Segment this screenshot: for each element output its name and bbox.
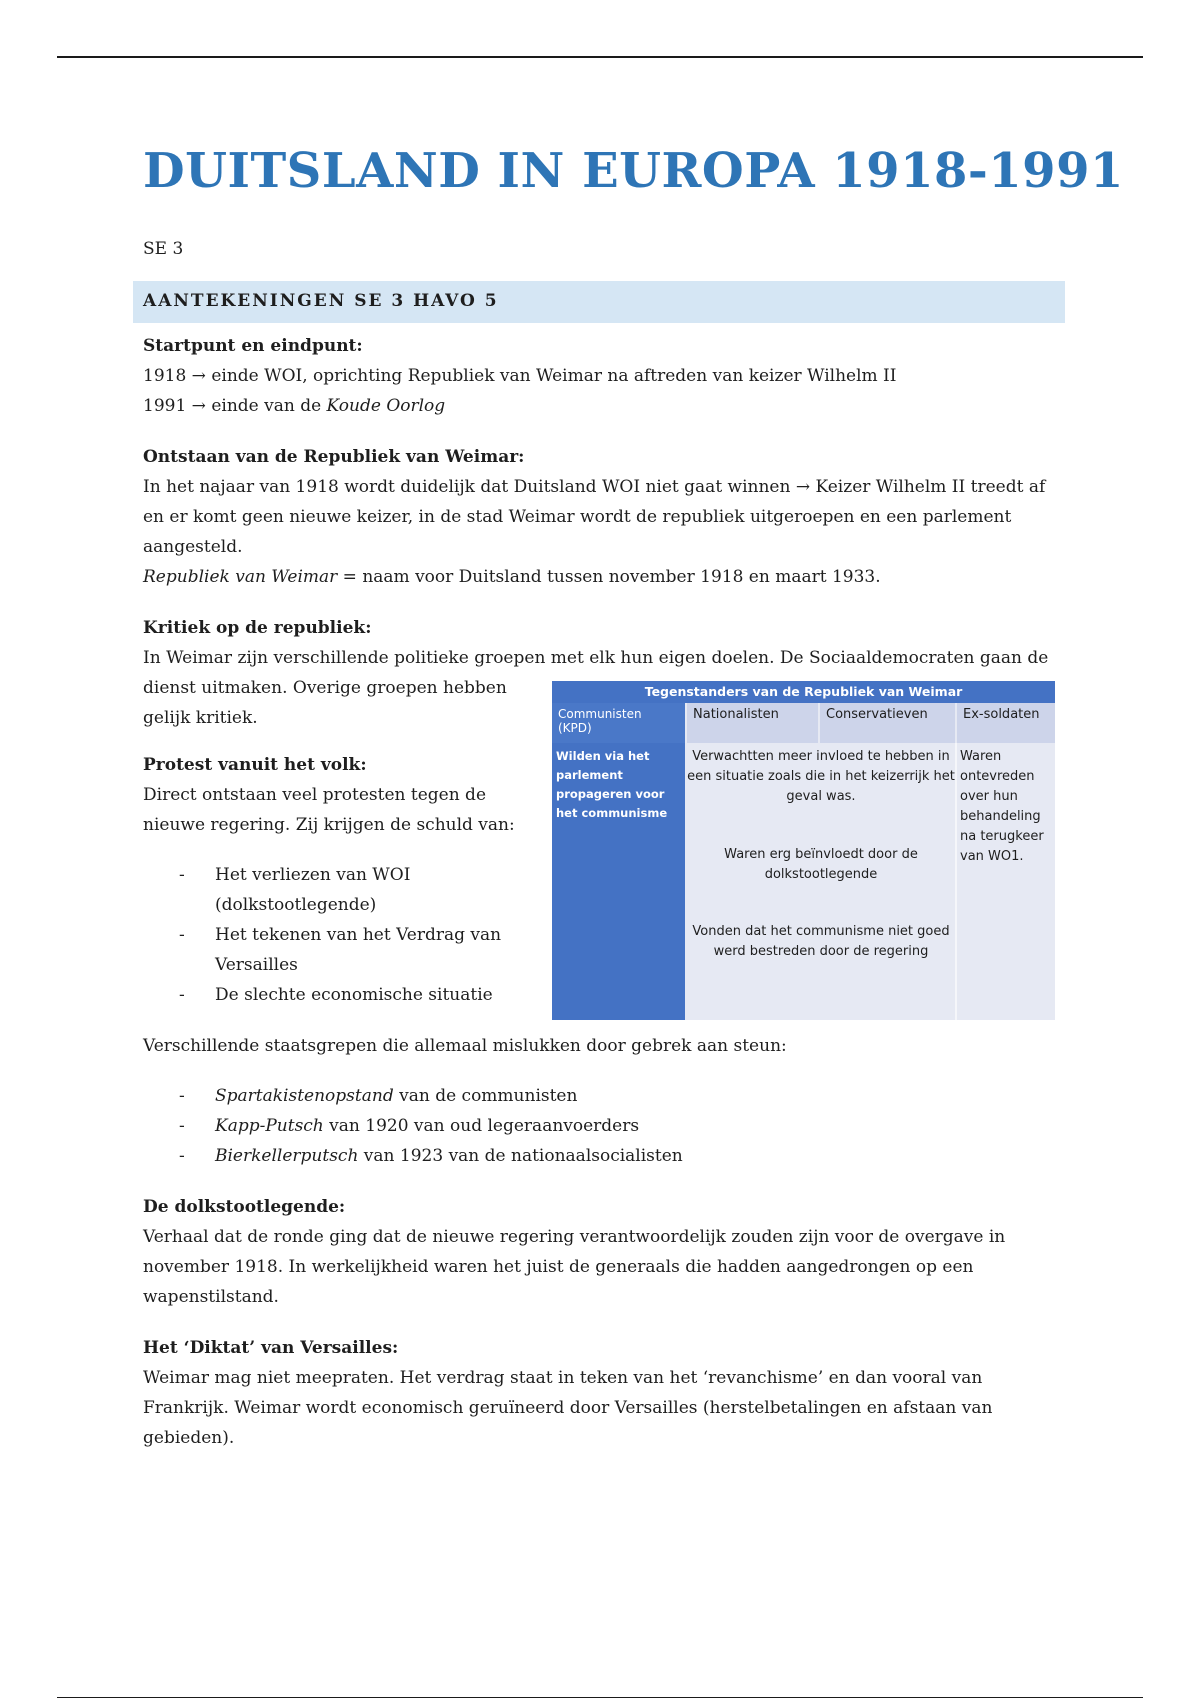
list-item: - Kapp-Putsch van 1920 van oud legeraanvoerders (143, 1111, 1068, 1141)
list-item: - Het verliezen van WOI (143, 860, 543, 890)
diktat-paragraph: Weimar mag niet meepraten. Het verdrag staat in teken van het ‘revanchisme’ en dan vooral van Frankrijk. Weimar wordt economisch geruïneerd door Versailles (herstelbetalingen en afstaan van gebieden). (143, 1368, 993, 1448)
dolkstoot-paragraph: Verhaal dat de ronde ging dat de nieuwe regering verantwoordelijk zouden zijn voor de overgave in november 1918. In werkelijkheid waren het juist de generaals die hadden aangedrongen op een wapenstilstand. (143, 1227, 1006, 1307)
section-protest (143, 750, 543, 1010)
table-title: Tegenstanders van de Republiek van Weimar (552, 681, 1055, 703)
coup-list (143, 1081, 1068, 1171)
mid-cell-1: Verwachtten meer invloed te hebben in een situatie zoals die in het keizerrijk het geval was. (687, 749, 955, 804)
protest-line-2: nieuwe regering. Zij krijgen de schuld van: (143, 815, 515, 835)
header-ex-soldaten: Ex-soldaten (957, 703, 1055, 743)
mid-cell-3: Vonden dat het communisme niet goed werd bestreden door de regering (692, 924, 950, 959)
list-item-continued: Versailles (215, 955, 298, 975)
list-item: - De slechte economische situatie (143, 980, 543, 1010)
banner-text: AANTEKENINGEN SE 3 HAVO 5 (143, 291, 499, 311)
heading-protest: Protest vanuit het volk: (143, 755, 367, 775)
header-nationalisten: Nationalisten (687, 703, 818, 743)
column-divider (955, 743, 957, 1020)
header-conservatieven: Conservatieven (820, 703, 955, 743)
start-line-1: 1918 → einde WOI, oprichting Republiek van Weimar na aftreden van keizer Wilhelm II (143, 366, 897, 386)
kritiek-line-2: dienst uitmaken. Overige groepen hebben (143, 678, 507, 698)
ex-soldaten-cell: Waren ontevreden over hun behandeling na terugkeer van WO1. (960, 749, 1044, 864)
staatsgrepen-intro: Verschillende staatsgrepen die allemaal mislukken door gebrek aan steun: (143, 1036, 787, 1056)
section-ontstaan (143, 442, 1053, 592)
heading-start: Startpunt en eindpunt: (143, 336, 363, 356)
kritiek-line-3: gelijk kritiek. (143, 708, 258, 728)
list-item: - Het tekenen van het Verdrag van (143, 920, 543, 950)
list-item-continued: (dolkstootlegende) (215, 895, 377, 915)
section-diktat (143, 1333, 1023, 1453)
heading-dolkstoot: De dolkstootlegende: (143, 1197, 346, 1217)
heading-kritiek: Kritiek op de republiek: (143, 618, 372, 638)
mid-cell-2: Waren erg beïnvloedt door de dolkstootlegende (724, 847, 918, 882)
kritiek-line-1: In Weimar zijn verschillende politieke groepen met elk hun eigen doelen. De Sociaaldemocraten gaan de (143, 648, 1049, 668)
heading-diktat: Het ‘Diktat’ van Versailles: (143, 1338, 399, 1358)
top-rule (57, 56, 1143, 58)
start-line-2: 1991 → einde van de Koude Oorlog (143, 396, 446, 416)
list-item: - Spartakistenopstand van de communisten (143, 1081, 1068, 1111)
section-staatsgrepen (143, 1031, 1068, 1171)
opponents-table (552, 681, 1055, 1020)
heading-ontstaan: Ontstaan van de Republiek van Weimar: (143, 447, 525, 467)
ontstaan-paragraph: In het najaar van 1918 wordt duidelijk dat Duitsland WOI niet gaat winnen → Keizer Wilhelm II treedt af en er komt geen nieuwe keizer, in de stad Weimar wordt de republiek uitgeroepen en een parlement aangesteld. (143, 477, 1046, 557)
blame-list (143, 860, 543, 1010)
header-kpd: Communisten (KPD) (552, 703, 685, 743)
weimar-definition: Republiek van Weimar = naam voor Duitsland tussen november 1918 en maart 1933. (143, 567, 881, 587)
page-title: DUITSLAND IN EUROPA 1918-1991 (143, 143, 1124, 199)
protest-line-1: Direct ontstaan veel protesten tegen de (143, 785, 487, 805)
section-start (143, 331, 1068, 421)
kpd-cell: Wilden via het parlement propageren voor het communisme (556, 749, 668, 820)
bottom-rule (57, 1697, 1143, 1698)
subtitle: SE 3 (143, 239, 184, 259)
section-banner (133, 281, 1065, 323)
list-item: - Bierkellerputsch van 1923 van de nationaalsocialisten (143, 1141, 1068, 1171)
section-dolkstoot (143, 1192, 1023, 1312)
